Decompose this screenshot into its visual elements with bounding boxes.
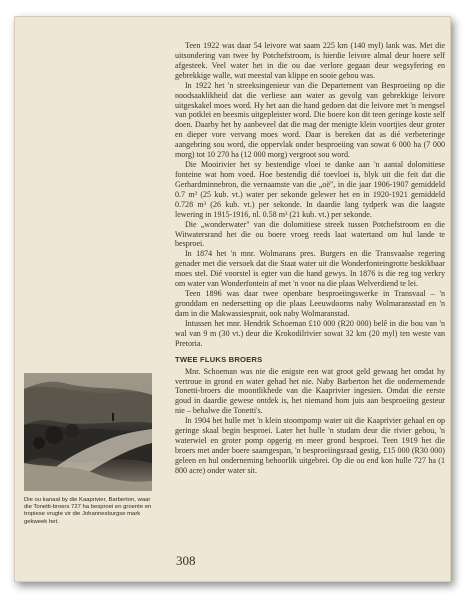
main-text-column xyxy=(175,41,445,476)
paragraph: In 1904 het hulle met 'n klein stoompomp water uit die Kaaprivier gehaal en op geringe skaal begin besproei. Later het hulle 'n studam deur die rivier gebou, 'n waterwiel en groter pomp opgerig en meer grond besproei. Teen 1919 het die broers met ander boere saamgespan, 'n besproeiingsraad gestig, £15 000 (R30 000) geleen en hul onderneming behoorlik uitgebrei. Op die ou end kon hulle 727 ha (1 800 acre) onder water sit. xyxy=(175,416,445,475)
paragraph: Die Mooirivier het sy bestendige vloei te danke aan 'n aantal dolomitiese fonteine wat hom voed. Hoe bestendig dié toevloei is, blyk uit die feit dat die Gerhardminnebron, die vernaamste van die „oë", in die jaar 1906-1907 gemiddeld 0.7 m³ (25 kub. vt.) water per sekonde gelewer het en in 1920-1921 gemiddeld 0.728 m³ (26 kub. vt.) per sekonde. In daardie lang tydperk was die laagste lewering in 1915-1916, nl. 0.58 m³ (21 kub. vt.) per sekonde. xyxy=(175,160,445,219)
paragraph: In 1922 het 'n streeksingenieur van die Departement van Besproeiing op die noodsaaklikheid dat die verliese aan water as gevolg van gebrekkige leivore uitgeskakel moes word. Hy het aan die hand gedoen dat die leivore met 'n mengsel van potklei en beesmis uitgepleister word. Die boere kon dit teen geringe koste self doen. Daarby het hy aanbeveel dat die mag der menigte klein voortjies deur groter en dieper vore vervang moes word. Daar is bereken dat as dié verbeteringe aangebring sou word, die oppervlak onder besproeiing van sowat 6 000 ha (7 000 morg) tot 10 270 ha (12 000 morg) vergroot sou word. xyxy=(175,80,445,160)
book-page xyxy=(14,16,451,582)
landscape-photo-icon xyxy=(24,373,152,491)
paragraph: Die „wonderwater" van die dolomitiese streek tussen Potchefstroom en die Witwatersrand het die ou boere vroeg reeds laat watertand om hul lande te besproei. xyxy=(175,219,445,249)
paragraph: In 1874 het 'n mnr. Wolmarans pres. Burgers en die Transvaalse regering genader met die versoek dat die Staat water uit die Wonderfonteingrotte beskikbaar moes stel. Dié voorstel is egter van die hand gewys. In 1876 is die reg tog verkry om water van Wonderfontein af met 'n voor na die plaas Welverdiend te lei. xyxy=(175,249,445,289)
section-heading: TWEE FLUKS BROERS xyxy=(175,354,263,364)
paragraph: Intussen het mnr. Hendrik Schoeman £10 000 (R20 000) belê in die bou van 'n wal van 9 m (30 vt.) deur die Krokodilrivier sowat 32 km (20 myl) ten weste van Pretoria. xyxy=(175,318,445,348)
paragraph: Mnr. Schoeman was nie die enigste een wat groot geld gewaag het omdat hy vertroue in grond en water gehad het nie. Naby Barberton het die ondernemende Tonetti-broers die moontlikhede van die Kaaprivier ingesien. Omdat die eerste goud in daardie gewese ontdek is, het niemand hom juis aan besproeiing gesteur nie – behalwe die Tonetti's. xyxy=(175,366,445,416)
page-number: 308 xyxy=(176,553,196,568)
photo-caption: Die ou kanaal by die Kaaprivier, Barberton, waar die Tonetti-broers 727 ha besproei en groente en tropiese vrugte vir die Johannesburgse mark gekweek het. xyxy=(24,497,152,525)
paragraph: Teen 1922 was daar 54 leivore wat saam 225 km (140 myl) lank was. Met die uitsondering van twee by Potchefstroom, is hierdie leivore almal deur boere self afgesteek. Veel water het in die ou dae verlore gegaan deur wegsyfering en gebrekkige walle, wat meestal van klippe en sooie gebou was. xyxy=(175,41,445,80)
paragraph: Teen 1896 was daar twee openbare besproeiingswerke in Transvaal – 'n gronddam en nedersetting op die plaas Leeuwdoorns naby Wolmaransstad en 'n dam in die Makwassiespruit, ook naby Wolmaranstad. xyxy=(175,289,445,318)
